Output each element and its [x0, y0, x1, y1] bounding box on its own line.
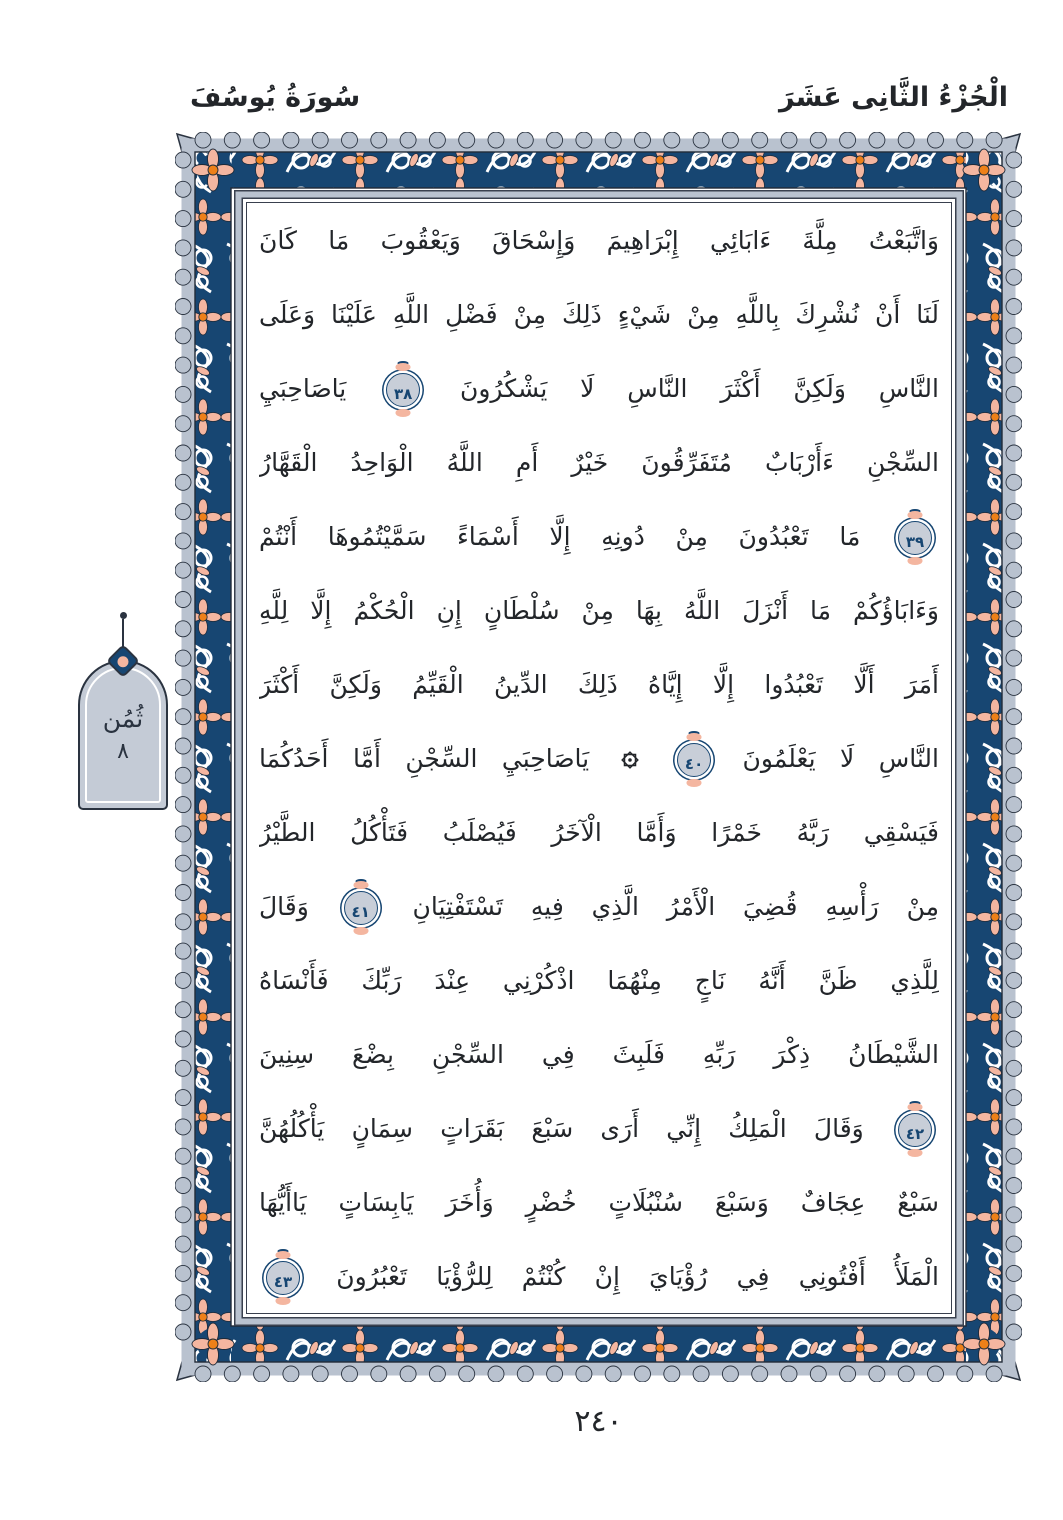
verse-number: ٤٣: [273, 1273, 293, 1291]
ayah-text: الشَّيْطَانُ ذِكْرَ رَبِّهِ فَلَبِثَ فِي السِّجْنِ بِضْعَ سِنِينَ: [259, 1040, 939, 1069]
ayah-text: السِّجْنِ ءَأَرْبَابٌ مُتَفَرِّقُونَ خَيْرٌ أَمِ اللَّهُ الْوَاحِدُ الْقَهَّارُ: [259, 448, 939, 477]
mushaf-line: [259, 1240, 939, 1314]
verse-number-medallion: [677, 743, 711, 777]
marker-stem: [122, 619, 125, 649]
mushaf-line: [259, 1018, 939, 1092]
thumn-label: ثُمُن: [102, 704, 144, 733]
ayah-text: وَاتَّبَعْتُ مِلَّةَ ءَابَائِي إِبْرَاهِيمَ وَإِسْحَاقَ وَيَعْقُوبَ مَا كَانَ: [259, 226, 939, 255]
mushaf-line: [259, 500, 939, 574]
mushaf-line: [259, 278, 939, 352]
ayah-text: النَّاسِ وَلَكِنَّ أَكْثَرَ النَّاسِ لَا يَشْكُرُونَ: [459, 374, 939, 403]
thumn-number: ٨: [117, 739, 129, 764]
verse-number-medallion: [266, 1261, 300, 1295]
verse-number-medallion: [898, 1113, 932, 1147]
mushaf-line: [259, 1092, 939, 1166]
mushaf-line: [259, 796, 939, 870]
ayah-text: مَا تَعْبُدُونَ مِنْ دُونِهِ إِلَّا أَسْمَاءً سَمَّيْتُمُوهَا أَنْتُمْ: [259, 522, 861, 551]
mushaf-line: [259, 722, 939, 796]
mushaf-line: [259, 426, 939, 500]
verse-number: ٤٢: [905, 1125, 925, 1143]
mushaf-line: [259, 944, 939, 1018]
marker-arch-inner-frame: [85, 667, 161, 803]
ayah-text: لِلَّذِي ظَنَّ أَنَّهُ نَاجٍ مِنْهُمَا اذْكُرْنِي عِنْدَ رَبِّكَ فَأَنْسَاهُ: [259, 966, 939, 995]
text-frame: [246, 202, 952, 1314]
ayah-text: لَنَا أَنْ نُشْرِكَ بِاللَّهِ مِنْ شَيْءٍ ذَلِكَ مِنْ فَضْلِ اللَّهِ عَلَيْنَا وَعَلَى: [259, 300, 939, 329]
verse-number: ٣٩: [905, 533, 925, 551]
ayah-text: سَبْعٌ عِجَافٌ وَسَبْعَ سُنْبُلَاتٍ خُضْرٍ وَأُخَرَ يَابِسَاتٍ يَاأَيُّهَا: [259, 1188, 939, 1217]
mushaf-line: [259, 574, 939, 648]
ayah-text: أَمَرَ أَلَّا تَعْبُدُوا إِلَّا إِيَّاهُ ذَلِكَ الدِّينُ الْقَيِّمُ وَلَكِنَّ أَكْثَرَ: [259, 670, 939, 699]
verse-number-medallion: [898, 521, 932, 555]
page-number: ٢٤٠: [574, 1404, 623, 1439]
quran-text: [247, 203, 951, 1313]
mushaf-line: [259, 204, 939, 278]
ayah-text: يَاصَاحِبَيِ: [259, 374, 347, 403]
verse-number: ٤٠: [684, 755, 704, 773]
rub-el-hizb-icon: [619, 749, 641, 771]
ayah-text: وَقَالَ الْمَلِكُ إِنِّي أَرَى سَبْعَ بَقَرَاتٍ سِمَانٍ يَأْكُلُهُنَّ: [259, 1114, 864, 1143]
verse-number: ٤١: [351, 903, 370, 921]
juz-title: الْجُزْءُ الثَّانِى عَشَرَ: [779, 82, 1008, 113]
ayah-text: يَاصَاحِبَيِ السِّجْنِ أَمَّا أَحَدُكُمَا: [259, 744, 590, 773]
marker-arch: [78, 660, 168, 810]
mushaf-line: [259, 1166, 939, 1240]
marker-stem-dot: [120, 612, 127, 619]
ayah-text: النَّاسِ لَا يَعْلَمُونَ: [742, 744, 939, 773]
mushaf-line: [259, 870, 939, 944]
ayah-text: الْمَلَأُ أَفْتُونِي فِي رُؤْيَايَ إِنْ كُنْتُمْ لِلرُّؤْيَا تَعْبُرُونَ: [336, 1262, 939, 1291]
ayah-text: فَيَسْقِي رَبَّهُ خَمْرًا وَأَمَّا الْآخَرُ فَيُصْلَبُ فَتَأْكُلُ الطَّيْرُ: [259, 818, 939, 847]
verse-number-medallion: [386, 373, 420, 407]
verse-number-medallion: [344, 891, 378, 925]
surah-title: سُورَةُ يُوسُفَ: [190, 82, 361, 113]
mushaf-line: [259, 352, 939, 426]
thumn-margin-marker: [74, 612, 172, 810]
mushaf-line: [259, 648, 939, 722]
ayah-text: وَقَالَ: [259, 892, 309, 921]
ayah-text: مِنْ رَأْسِهِ قُضِيَ الْأَمْرُ الَّذِي فِيهِ تَسْتَفْتِيَانِ: [412, 892, 939, 921]
verse-number: ٣٨: [393, 385, 413, 403]
ayah-text: وَءَابَاؤُكُمْ مَا أَنْزَلَ اللَّهُ بِهَا مِنْ سُلْطَانٍ إِنِ الْحُكْمُ إِلَّا لِلَّهِ: [259, 596, 939, 625]
